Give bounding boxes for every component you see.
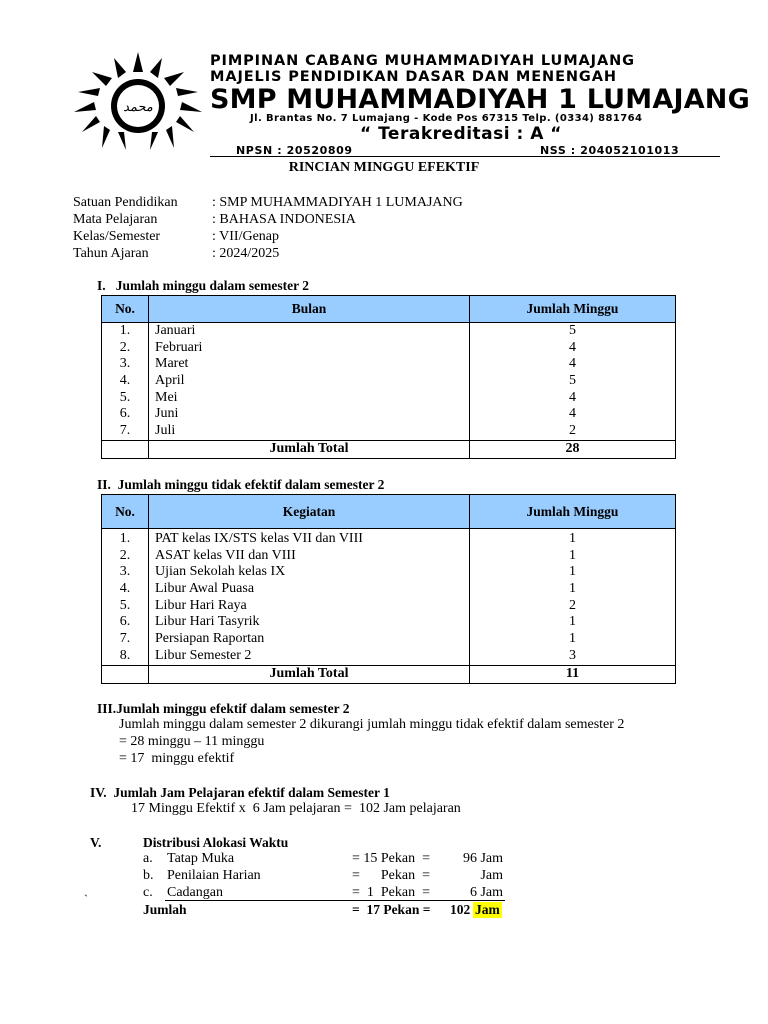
row-weeks: 3 [569, 647, 576, 663]
alloc-pekan: = 15 Pekan = [352, 851, 431, 866]
col-header-activity: Kegiatan [149, 495, 470, 529]
months-table [101, 295, 676, 459]
section5-heading: Distribusi Alokasi Waktu [143, 835, 289, 850]
letterhead-npsn: NPSN : 20520809 [236, 144, 353, 157]
col-header-weeks: Jumlah Minggu [470, 495, 676, 529]
letterhead-address: Jl. Brantas No. 7 Lumajang - Kode Pos 67315 Telp. (0334) 881764 [250, 113, 643, 124]
row-activity: Libur Awal Puasa [155, 581, 255, 597]
row-activity: Persiapan Raportan [155, 631, 265, 647]
letterhead-nss: NSS : 204052101013 [540, 144, 680, 157]
row-activity: ASAT kelas VII dan VIII [155, 547, 296, 563]
col-header-weeks: Jumlah Minggu [470, 296, 676, 323]
row-weeks: 1 [569, 531, 576, 546]
info-label: Mata Pelajaran [73, 212, 158, 227]
row-month: Januari [155, 323, 196, 338]
col-header-month: Bulan [149, 296, 470, 323]
row-month: Mei [155, 389, 178, 405]
alloc-pekan: = Pekan = [352, 868, 431, 883]
total-value: 28 [470, 440, 676, 458]
section4-heading: IV. Jumlah Jam Pelajaran efektif dalam Semester 1 [90, 785, 390, 800]
alloc-jam: 6 Jam [469, 885, 503, 900]
row-no: 1. [119, 531, 131, 546]
row-activity: PAT kelas IX/STS kelas VII dan VIII [155, 531, 363, 546]
row-month: Februari [155, 339, 203, 355]
info-value: : 2024/2025 [212, 246, 280, 261]
stray-mark: ` [84, 892, 88, 906]
info-label: Kelas/Semester [73, 229, 161, 244]
row-weeks: 2 [569, 597, 576, 613]
total-value: 11 [470, 665, 676, 683]
no-column [102, 323, 149, 441]
total-jam-number: 102 [450, 902, 471, 917]
info-label: Tahun Ajaran [73, 246, 149, 261]
row-no: 3. [119, 564, 131, 580]
row-no: 4. [119, 581, 131, 597]
section3-heading: III.Jumlah minggu efektif dalam semester 2 [97, 701, 350, 716]
row-no: 7. [119, 631, 131, 647]
row-weeks: 5 [569, 373, 576, 389]
activity-column [149, 529, 470, 666]
total-spacer [102, 440, 149, 458]
row-activity: Libur Hari Tasyrik [155, 614, 260, 630]
row-no: 2. [119, 547, 131, 563]
info-labels [73, 194, 178, 262]
row-no: 5. [119, 597, 131, 613]
letterhead-school-name: SMP MUHAMMADIYAH 1 LUMAJANG [210, 84, 750, 115]
svg-text:محمد: محمد [123, 100, 153, 115]
total-label: Jumlah [143, 902, 187, 917]
info-value: : BAHASA INDONESIA [212, 212, 356, 227]
row-weeks: 1 [569, 547, 576, 563]
section3-line2: = 28 minggu – 11 minggu [119, 734, 265, 749]
info-value: : VII/Genap [212, 229, 279, 244]
col-header-no: No. [102, 296, 149, 323]
alloc-name: Penilaian Harian [167, 868, 261, 883]
muhammadiyah-logo [72, 50, 204, 152]
row-weeks: 2 [569, 423, 576, 439]
row-weeks: 4 [569, 389, 576, 405]
letterhead-accreditation: “ Terakreditasi : A “ [360, 124, 562, 144]
row-no: 6. [119, 406, 131, 422]
alloc-pekan: = 1 Pekan = [352, 885, 431, 900]
row-weeks: 4 [569, 356, 576, 372]
row-no: 8. [119, 647, 131, 663]
row-weeks: 5 [569, 323, 576, 338]
alloc-letter: b. [143, 868, 154, 883]
section3-line3: = 17 minggu efektif [119, 751, 235, 766]
info-values [212, 194, 463, 262]
alloc-letter: a. [143, 851, 153, 866]
row-no: 7. [119, 423, 131, 439]
section4-line: 17 Minggu Efektif x 6 Jam pelajaran = 102 Jam pelajaran [131, 801, 461, 816]
row-activity: Ujian Sekolah kelas IX [155, 564, 286, 580]
total-pekan: = 17 Pekan = [352, 902, 431, 917]
section5-numeral: V. [90, 835, 102, 850]
row-weeks: 1 [569, 614, 576, 630]
row-no: 4. [119, 373, 131, 389]
row-weeks: 4 [569, 406, 576, 422]
row-activity: Libur Hari Raya [155, 597, 247, 613]
sum-underline [165, 900, 505, 901]
letterhead-divider [210, 156, 720, 157]
row-weeks: 1 [569, 581, 576, 597]
document-title: RINCIAN MINGGU EFEKTIF [288, 160, 480, 175]
row-no: 5. [119, 389, 131, 405]
weeks-column [470, 529, 676, 666]
row-activity: Libur Semester 2 [155, 647, 252, 663]
row-weeks: 1 [569, 564, 576, 580]
alloc-letter: c. [143, 885, 153, 900]
section2-heading: II. Jumlah minggu tidak efektif dalam semester 2 [97, 477, 385, 492]
no-column [102, 529, 149, 666]
non-effective-table [101, 494, 676, 684]
row-no: 1. [119, 323, 131, 338]
section3-line1: Jumlah minggu dalam semester 2 dikurangi jumlah minggu tidak efektif dalam semester 2 [119, 717, 625, 732]
info-label: Satuan Pendidikan [73, 195, 178, 210]
row-month: Juni [155, 406, 179, 422]
row-month: Juli [155, 423, 176, 439]
total-jam-unit: Jam [475, 902, 500, 917]
letterhead-line1: PIMPINAN CABANG MUHAMMADIYAH LUMAJANG [210, 53, 635, 69]
alloc-jam: Jam [480, 868, 503, 883]
row-month: Maret [155, 356, 189, 372]
row-weeks: 1 [569, 631, 576, 647]
row-no: 6. [119, 614, 131, 630]
total-label: Jumlah Total [149, 440, 470, 458]
weeks-column [470, 323, 676, 441]
alloc-name: Cadangan [167, 885, 223, 900]
section1-heading: I. Jumlah minggu dalam semester 2 [97, 278, 310, 293]
alloc-name: Tatap Muka [167, 851, 235, 866]
total-spacer [102, 665, 149, 683]
info-value: : SMP MUHAMMADIYAH 1 LUMAJANG [212, 195, 463, 210]
row-month: April [155, 373, 185, 389]
row-weeks: 4 [569, 339, 576, 355]
alloc-jam: 96 Jam [462, 851, 503, 866]
row-no: 3. [119, 356, 131, 372]
month-column [149, 323, 470, 441]
row-no: 2. [119, 339, 131, 355]
letterhead-line2: MAJELIS PENDIDIKAN DASAR DAN MENENGAH [210, 69, 617, 85]
col-header-no: No. [102, 495, 149, 529]
total-label: Jumlah Total [149, 665, 470, 683]
